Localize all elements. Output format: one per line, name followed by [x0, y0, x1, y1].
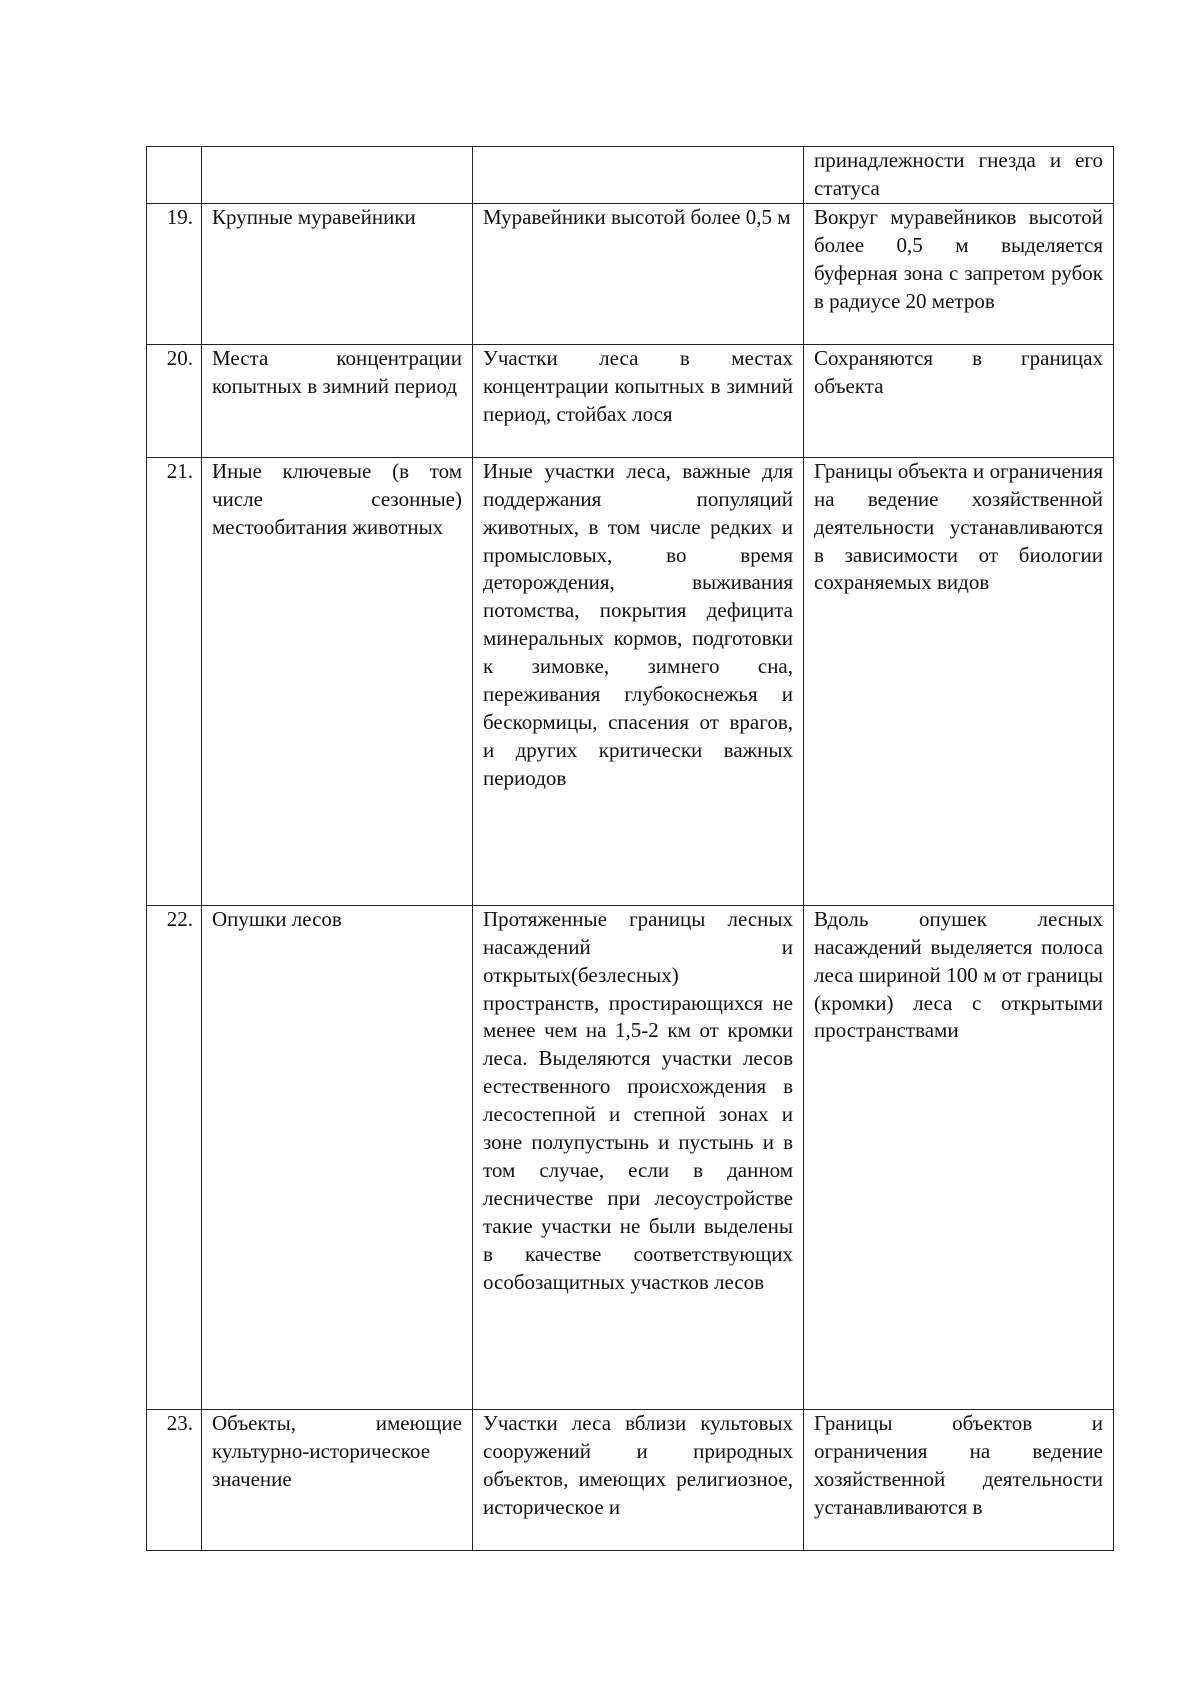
- table-row: [147, 344, 1114, 457]
- row-number: 22.: [147, 905, 202, 1409]
- object-description: [473, 147, 804, 204]
- table-row: [147, 1409, 1114, 1550]
- object-name: Иные ключевые (в том числе сезонные) местообитания животных: [202, 457, 473, 905]
- object-name: [202, 147, 473, 204]
- table-row: [147, 147, 1114, 204]
- row-number: 20.: [147, 344, 202, 457]
- object-description: Участки леса вблизи культовых сооружений и природных объектов, имеющих религиозное, историческое и: [473, 1409, 804, 1550]
- row-number: 19.: [147, 203, 202, 344]
- document-table: [146, 146, 1114, 1551]
- row-number: [147, 147, 202, 204]
- object-rule: Границы объекта и ограничения на ведение хозяйственной деятельности устанавливаются в зависимости от биологии сохраняемых видов: [804, 457, 1114, 905]
- object-description: Муравейники высотой более 0,5 м: [473, 203, 804, 344]
- object-rule: Вдоль опушек лесных насаждений выделяется полоса леса шириной 100 м от границы (кромки) леса с открытыми пространствами: [804, 905, 1114, 1409]
- object-name: Места концентрации копытных в зимний период: [202, 344, 473, 457]
- object-name: Опушки лесов: [202, 905, 473, 1409]
- row-number: 21.: [147, 457, 202, 905]
- table-row: [147, 457, 1114, 905]
- table-row: [147, 203, 1114, 344]
- object-name: Крупные муравейники: [202, 203, 473, 344]
- object-description: Протяженные границы лесных насаждений и открытых(безлесных) пространств, простирающихся не менее чем на 1,5-2 км от кромки леса. Выделяются участки лесов естественного происхождения в лесостепной и степной зонах и зоне полупустынь и пустынь и в том случае, если в данном лесничестве при лесоустройстве такие участки не были выделены в качестве соответствующих особозащитных участков лесов: [473, 905, 804, 1409]
- object-description: Участки леса в местах концентрации копытных в зимний период, стойбах лося: [473, 344, 804, 457]
- object-rule: Границы объектов и ограничения на ведение хозяйственной деятельности устанавливаются в: [804, 1409, 1114, 1550]
- object-rule: Вокруг муравейников высотой более 0,5 м выделяется буферная зона с запретом рубок в радиусе 20 метров: [804, 203, 1114, 344]
- object-name: Объекты, имеющие культурно-историческое значение: [202, 1409, 473, 1550]
- object-rule: Сохраняются в границах объекта: [804, 344, 1114, 457]
- object-rule: принадлежности гнезда и его статуса: [804, 147, 1114, 204]
- object-description: Иные участки леса, важные для поддержания популяций животных, в том числе редких и промысловых, во время деторождения, выживания потомства, покрытия дефицита минеральных кормов, подготовки к зимовке, зимнего сна, переживания глубокоснежья и бескормицы, спасения от врагов, и других критически важных периодов: [473, 457, 804, 905]
- row-number: 23.: [147, 1409, 202, 1550]
- table-row: [147, 905, 1114, 1409]
